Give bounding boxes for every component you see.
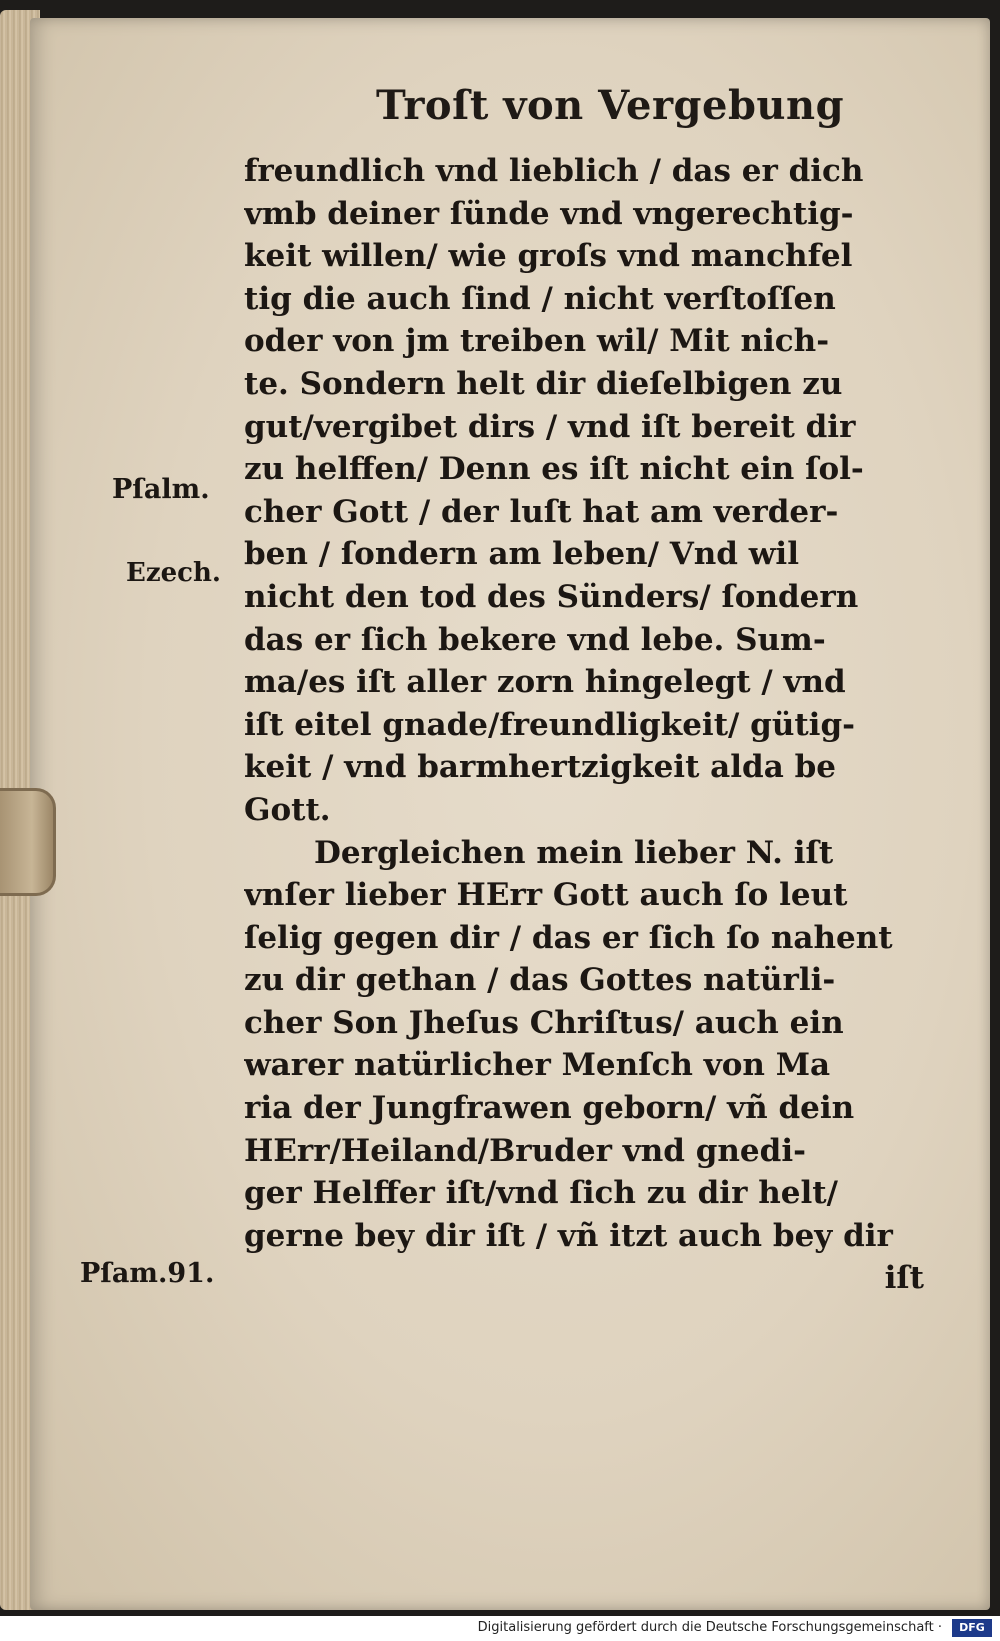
text-line: zu helffen/ Denn es iſt nicht ein ſol- xyxy=(244,451,864,488)
text-line: ria der Jungfrawen geborn/ vñ dein xyxy=(244,1090,855,1127)
text-line: ſelig gegen dir / das er ſich ſo nahent xyxy=(244,919,893,956)
text-line: warer natürlicher Menſch von Ma xyxy=(244,1047,831,1084)
text-line: tig die auch ſind / nicht verſtoſſen xyxy=(244,280,836,317)
text-line: iſt eitel gnade/freundligkeit/ gütig- xyxy=(244,706,855,743)
catchword: iſt xyxy=(884,1260,924,1297)
text-line: ger Helffer iſt/vnd ſich zu dir helt/ xyxy=(244,1175,838,1212)
footer-bar xyxy=(0,1616,1000,1641)
text-line: freundlich vnd lieblich / das er dich xyxy=(244,153,864,189)
text-line: Gott. xyxy=(244,791,331,828)
text-line: vnſer lieber HErr Gott auch ſo leut xyxy=(244,877,848,914)
text-line: zu dir gethan / das Gottes natürli- xyxy=(244,962,836,999)
margin-note-psalm: Pſalm. xyxy=(112,474,210,505)
text-line: nicht den tod des Sünders/ ſondern xyxy=(244,578,859,615)
text-line: HErr/Heiland/Bruder vnd gnedi- xyxy=(244,1132,806,1169)
text-line: te. Sondern helt dir dieſelbigen zu xyxy=(244,365,843,402)
text-line: das er ſich bekere vnd lebe. Sum- xyxy=(244,621,826,658)
text-line: cher Gott / der luſt hat am verder- xyxy=(244,493,839,530)
margin-note-psam-91: Pſam.91. xyxy=(80,1258,215,1289)
dfg-logo-icon: DFG xyxy=(952,1619,992,1637)
funding-credit: Digitalisierung gefördert durch die Deutsche Forschungsgemeinschaft · xyxy=(477,1620,942,1635)
text-line: keit willen/ wie groſs vnd manchfel xyxy=(244,238,853,275)
text-line: ma/es iſt aller zorn hingelegt / vnd xyxy=(244,664,846,701)
text-line: Dergleichen mein lieber N. iſt xyxy=(314,834,834,871)
text-line: keit / vnd barmhertzigkeit alda be xyxy=(244,749,836,786)
text-line: ben / ſondern am leben/ Vnd wil xyxy=(244,536,799,573)
text-line: gerne bey dir iſt / vñ itzt auch bey dir xyxy=(244,1217,893,1254)
body-text xyxy=(244,150,964,1300)
text-line: oder von jm treiben wil/ Mit nich- xyxy=(244,323,830,360)
running-headline: Troſt von Vergebung xyxy=(376,82,845,129)
text-line: cher Son Jheſus Chriſtus/ auch ein xyxy=(244,1004,844,1041)
text-line: vmb deiner ſünde vnd vngerechtig- xyxy=(244,195,854,232)
book-clasp xyxy=(0,788,56,896)
margin-note-ezech: Ezech. xyxy=(126,558,221,588)
text-line: gut/vergibet dirs / vnd iſt bereit dir xyxy=(244,408,856,445)
